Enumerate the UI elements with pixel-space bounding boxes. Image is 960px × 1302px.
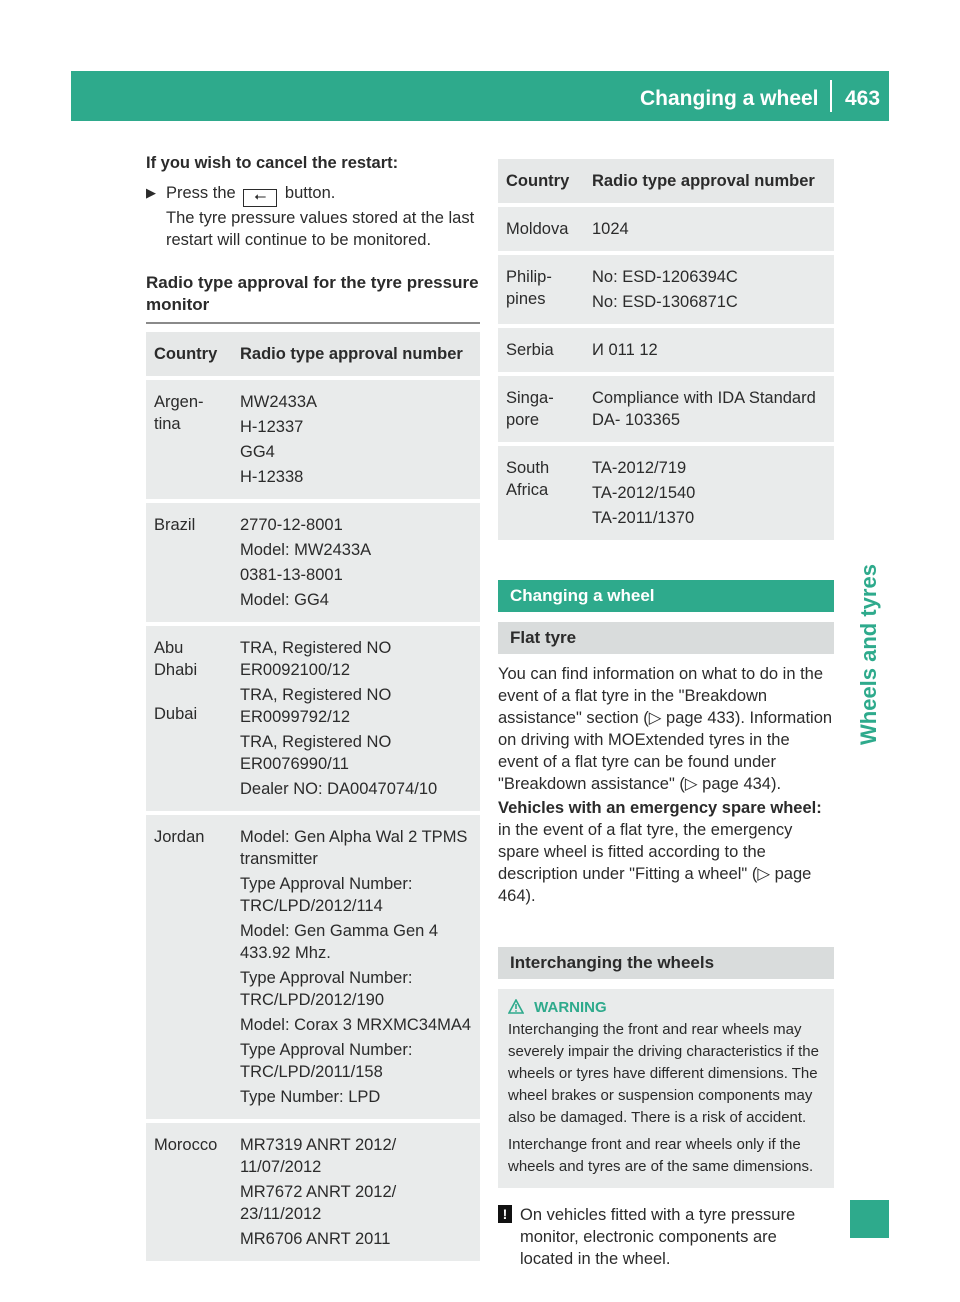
approval-number-cell [584, 446, 834, 540]
warning-text: Interchanging the front and rear wheels may severely impair the driving characteristics if the wheels or tyres have different dimensions. The wheel brakes or suspension components may also be damaged. There is a risk of accident. [508, 1021, 819, 1126]
country-cell: Abu Dhabi Dubai [146, 626, 232, 811]
warning-title-row [508, 997, 824, 1019]
country-cell: Jordan [146, 815, 232, 1119]
cancel-heading: If you wish to cancel the restart: [146, 154, 399, 172]
right-column [498, 155, 834, 1270]
approval-number: No: ESD-1306871C [592, 293, 738, 311]
back-button-icon: ⭠ [243, 189, 277, 207]
approval-number-cell [232, 815, 480, 1119]
table-row [146, 380, 480, 499]
flat-tyre-heading: Flat tyre [498, 622, 834, 654]
approval-heading: Radio type approval for the tyre pressure monitor [146, 272, 480, 324]
approval-number: Type Approval Number: TRC/LPD/2012/190 [240, 969, 413, 1009]
approval-number: 0381-13-8001 [240, 566, 343, 584]
approval-number: GG4 [240, 443, 275, 461]
page-number: 463 [845, 87, 881, 110]
approval-number: Model: GG4 [240, 591, 329, 609]
country-cell: Morocco [146, 1123, 232, 1261]
table-row [146, 815, 480, 1119]
approval-number: TRA, Registered NO ER0099792/12 [240, 686, 392, 726]
approval-number: TA-2012/719 [592, 459, 687, 477]
approval-number: Type Approval Number: TRC/LPD/2011/158 [240, 1041, 413, 1081]
approval-number: TA-2011/1370 [592, 509, 695, 527]
approval-number-cell [584, 376, 834, 442]
country-cell: Singa- pore [498, 376, 584, 442]
spare-wheel-heading: Vehicles with an emergency spare wheel: [498, 799, 822, 817]
step-arrow-icon: ▶ [146, 185, 156, 200]
spare-wheel-paragraph: in the event of a flat tyre, the emergency spare wheel is fitted according to the description under "Fitting a wheel" (▷ page 464). [498, 821, 812, 905]
step-result: The tyre pressure values stored at the last restart will continue to be monitored. [166, 209, 475, 249]
country-cell: Brazil [146, 503, 232, 622]
header-divider [830, 80, 832, 112]
approval-number-cell [232, 1123, 480, 1261]
country-cell: Serbia [498, 328, 584, 372]
approval-number: Model: Gen Alpha Wal 2 TPMS transmitter [240, 828, 468, 868]
table-row [498, 376, 834, 442]
warning-box [498, 989, 834, 1188]
interchange-heading: Interchanging the wheels [498, 947, 834, 979]
approval-number: MW2433A [240, 393, 318, 411]
column-header-number: Radio type approval number [584, 159, 834, 203]
approval-table-left [146, 328, 480, 1265]
approval-number: TA-2012/1540 [592, 484, 696, 502]
approval-number: MR6706 ANRT 2011 [240, 1230, 391, 1248]
country-cell: Moldova [498, 207, 584, 251]
column-header-country: Country [146, 332, 232, 376]
changing-wheel-heading: Changing a wheel [498, 580, 834, 612]
approval-number-cell [584, 328, 834, 372]
approval-number-cell [232, 503, 480, 622]
approval-number-cell [584, 255, 834, 324]
warning-text-2: Interchange front and rear wheels only if the wheels and tyres are of the same dimensions. [508, 1136, 814, 1175]
page-title: Changing a wheel [640, 87, 819, 110]
approval-number: H-12337 [240, 418, 304, 436]
country-cell: South Africa [498, 446, 584, 540]
table-row [498, 328, 834, 372]
step-text-pre: Press the [166, 184, 236, 202]
note-item [498, 1204, 834, 1270]
approval-number: Dealer NO: DA0047074/10 [240, 780, 438, 798]
flat-tyre-paragraph: You can find information on what to do in the event of a flat tyre in the "Breakdown assistance" section (▷ page 433). Information on driving with MOExtended tyres in the event of a flat tyre can be found under "Breakdown assistance" (▷ page 434). [498, 665, 833, 793]
approval-number: Type Number: LPD [240, 1088, 381, 1106]
side-tab-label: Wheels and tyres [856, 564, 881, 746]
approval-number-cell [584, 207, 834, 251]
side-tab-marker [850, 1200, 889, 1238]
warning-title: WARNING [534, 999, 607, 1016]
approval-number: 2770-12-8001 [240, 516, 343, 534]
approval-table-right [498, 155, 834, 544]
approval-number: TRA, Registered NO ER0092100/12 [240, 639, 392, 679]
approval-number-cell [232, 626, 480, 811]
column-header-country: Country [498, 159, 584, 203]
exclamation-icon: ! [498, 1205, 512, 1223]
table-row [146, 1123, 480, 1261]
approval-number: Model: MW2433A [240, 541, 372, 559]
step-item [146, 182, 480, 251]
left-column [146, 152, 480, 1265]
approval-number: 1024 [592, 220, 629, 238]
approval-number: Type Approval Number: TRC/LPD/2012/114 [240, 875, 413, 915]
approval-number: No: ESD-1206394C [592, 268, 738, 286]
table-row [498, 207, 834, 251]
table-row [498, 255, 834, 324]
approval-number: H-12338 [240, 468, 304, 486]
column-header-number: Radio type approval number [232, 332, 480, 376]
table-row [146, 626, 480, 811]
approval-number: И 011 12 [592, 341, 658, 359]
approval-number: MR7319 ANRT 2012/ 11/07/2012 [240, 1136, 397, 1176]
country-cell: Philip- pines [498, 255, 584, 324]
step-text-post: button. [284, 184, 336, 202]
warning-triangle-icon [508, 999, 524, 1014]
approval-number: MR7672 ANRT 2012/ 23/11/2012 [240, 1183, 397, 1223]
country-cell: Argen- tina [146, 380, 232, 499]
approval-number: Compliance with IDA Standard DA- 103365 [592, 389, 816, 429]
note-text: On vehicles fitted with a tyre pressure monitor, electronic components are located in the wheel. [520, 1206, 796, 1268]
approval-number: Model: Gen Gamma Gen 4 433.92 Mhz. [240, 922, 439, 962]
table-row [146, 503, 480, 622]
approval-number: TRA, Registered NO ER0076990/11 [240, 733, 392, 773]
approval-number: Model: Corax 3 MRXMC34MA4 [240, 1016, 472, 1034]
approval-number-cell [232, 380, 480, 499]
table-row [498, 446, 834, 540]
